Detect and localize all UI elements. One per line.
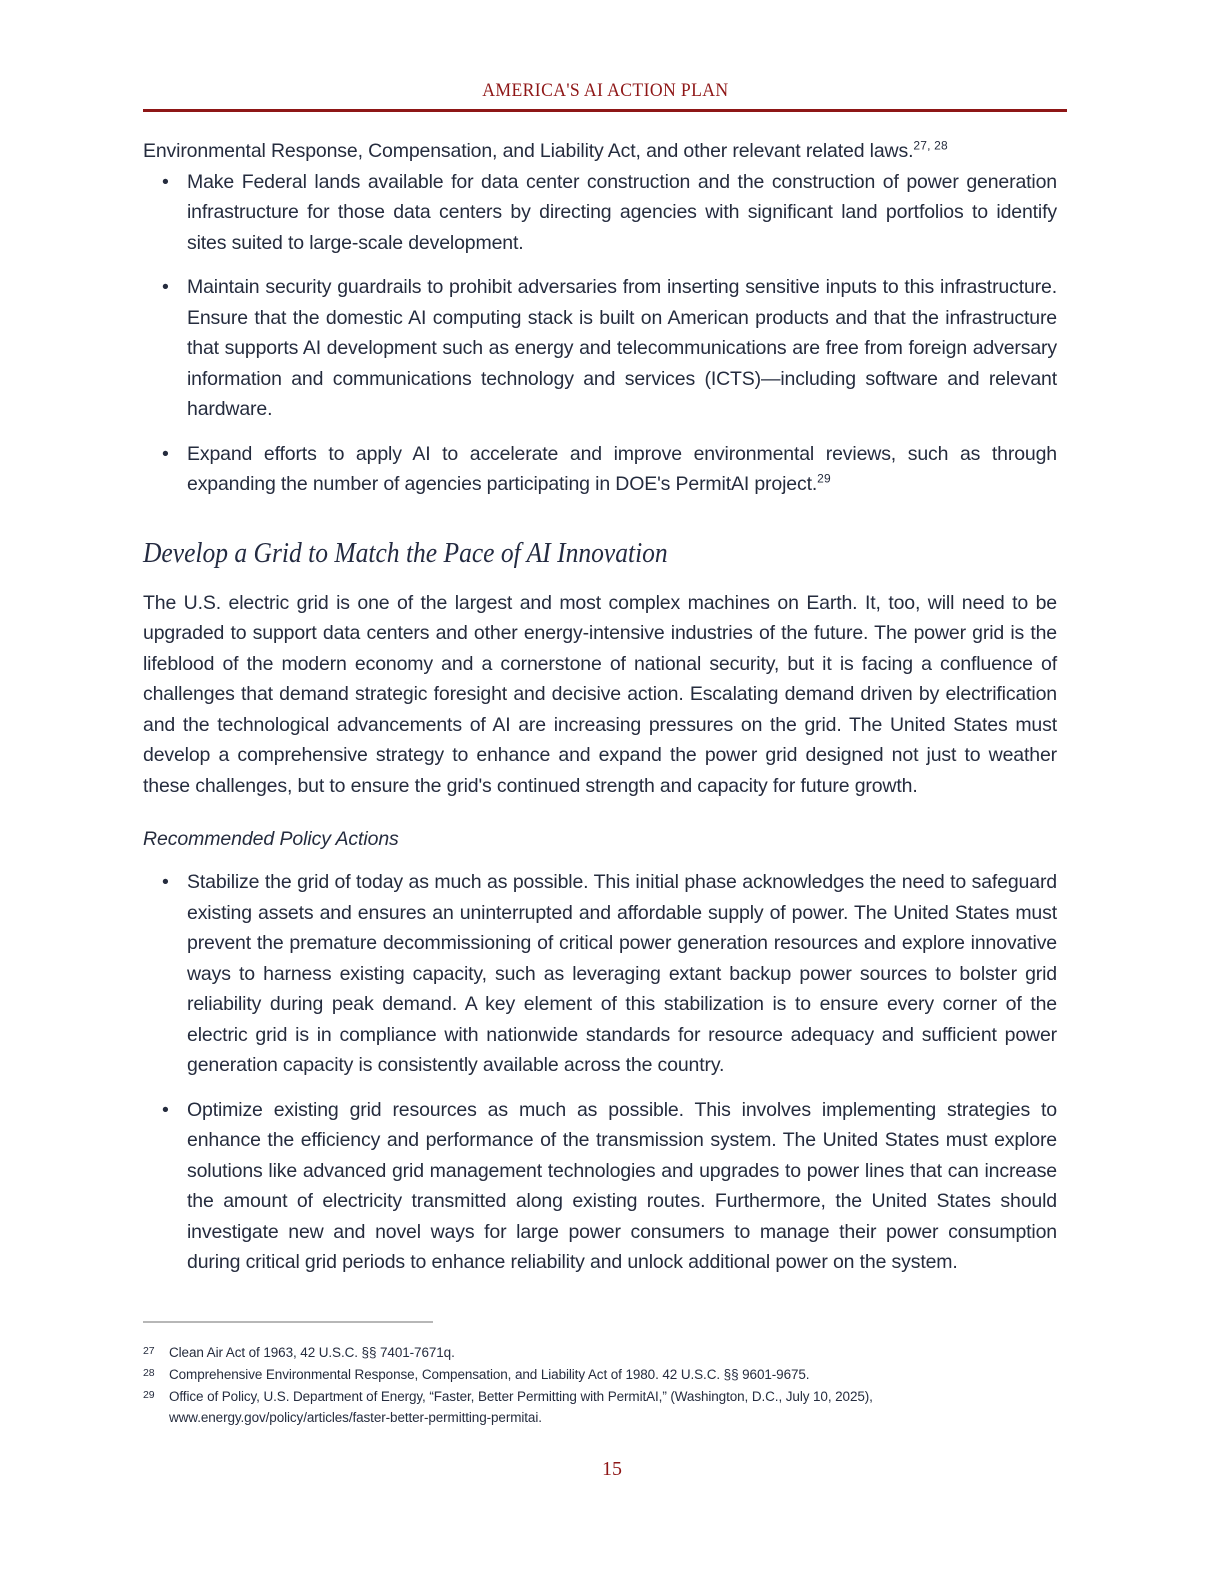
footnote-number: 28 <box>143 1367 155 1379</box>
footnote-ref-29[interactable]: 29 <box>817 471 831 486</box>
list-item <box>143 1095 1057 1278</box>
top-bullet-list <box>143 167 1057 500</box>
bullet-dot-icon: • <box>162 276 169 298</box>
list-item <box>143 272 1057 425</box>
footnote-separator-rule <box>143 1321 433 1323</box>
sub-heading-recommended-policy-actions: Recommended Policy Actions <box>143 828 399 850</box>
bullet-dot-icon: • <box>162 871 169 893</box>
footnote-item <box>143 1386 1057 1428</box>
continued-paragraph <box>143 136 1013 167</box>
footnote-text: Comprehensive Environmental Response, Compensation, and Liability Act of 1980. 42 U.S.C. §§ 9601-9675. <box>169 1367 810 1382</box>
list-item-text: Maintain security guardrails to prohibit adversaries from inserting sensitive inputs to this infrastructure. Ensure that the domestic AI computing stack is built on American products and that the infrastructure that supports AI development such as energy and telecommunications are free from foreign adversary information and communications technology and services (ICTS)—including software and relevant hardware. <box>187 276 1057 420</box>
list-item-text: Make Federal lands available for data center construction and the construction of power generation infrastructure for those data centers by directing agencies with significant land portfolios to identify sites suited to large-scale development. <box>187 170 1057 254</box>
section-heading: Develop a Grid to Match the Pace of AI Innovation <box>143 536 668 569</box>
bullet-dot-icon: • <box>162 1098 169 1121</box>
footnote-ref-27-28[interactable]: 27, 28 <box>913 138 948 153</box>
footnote-text: Clean Air Act of 1963, 42 U.S.C. §§ 7401-7671q. <box>169 1345 455 1360</box>
content-column <box>143 136 1057 1278</box>
bullet-dot-icon: • <box>162 442 169 465</box>
list-item <box>143 439 1057 500</box>
list-item-text: Expand efforts to apply AI to accelerate and improve environmental reviews, such as through expanding the number of agencies participating in DOE's PermitAI project. <box>187 442 1057 495</box>
footnote-item <box>143 1364 1057 1385</box>
header-divider-rule <box>143 109 1067 112</box>
page-number: 15 <box>602 1458 622 1480</box>
footnote-number: 29 <box>143 1389 155 1401</box>
footnote-text: Office of Policy, U.S. Department of Energy, “Faster, Better Permitting with PermitAI,” (Washington, D.C., July 10, 2025), www.energy.gov/policy/articles/faster-better-permitting-permitai. <box>169 1389 873 1425</box>
section-paragraph: The U.S. electric grid is one of the largest and most complex machines on Earth. It, too, will need to be upgraded to support data centers and other energy-intensive industries of the future. The power grid is the lifeblood of the modern economy and a cornerstone of national security, but it is facing a confluence of challenges that demand strategic foresight and decisive action. Escalating demand driven by electrification and the technological advancements of AI are increasing pressures on the grid. The United States must develop a comprehensive strategy to enhance and expand the power grid designed not just to weather these challenges, but to ensure the grid's continued strength and capacity for future growth. <box>143 591 1057 797</box>
list-item <box>143 167 1057 259</box>
footnote-list <box>143 1342 1057 1429</box>
bullet-dot-icon: • <box>162 170 169 193</box>
policy-bullet-list <box>143 867 1057 1278</box>
page-header <box>143 80 1067 102</box>
list-item-text: Stabilize the grid of today as much as possible. This initial phase acknowledges the need to safeguard existing assets and ensures an uninterrupted and affordable supply of power. The United States must prevent the premature decommissioning of critical power generation resources and explore innovative ways to harness existing capacity, such as leveraging extant backup power sources to bolster grid reliability during peak demand. A key element of this stabilization is to ensure every corner of the electric grid is in compliance with nationwide standards for resource adequacy and sufficient power generation capacity is consistently available across the country. <box>187 871 1057 1076</box>
continued-paragraph-text: Environmental Response, Compensation, and Liability Act, and other relevant related laws. <box>143 140 914 162</box>
list-item-text: Optimize existing grid resources as much as possible. This involves implementing strategies to enhance the efficiency and performance of the transmission system. The United States must explore solutions like advanced grid management technologies and upgrades to power lines that can increase the amount of electricity transmitted along existing routes. Furthermore, the United States should investigate new and novel ways for large power consumers to manage their power consumption during critical grid periods to enhance reliability and unlock additional power on the system. <box>187 1098 1057 1273</box>
footnote-item <box>143 1342 1057 1363</box>
list-item <box>143 867 1057 1081</box>
footnote-number: 27 <box>143 1345 155 1357</box>
header-title: AMERICA'S AI ACTION PLAN <box>481 80 729 101</box>
